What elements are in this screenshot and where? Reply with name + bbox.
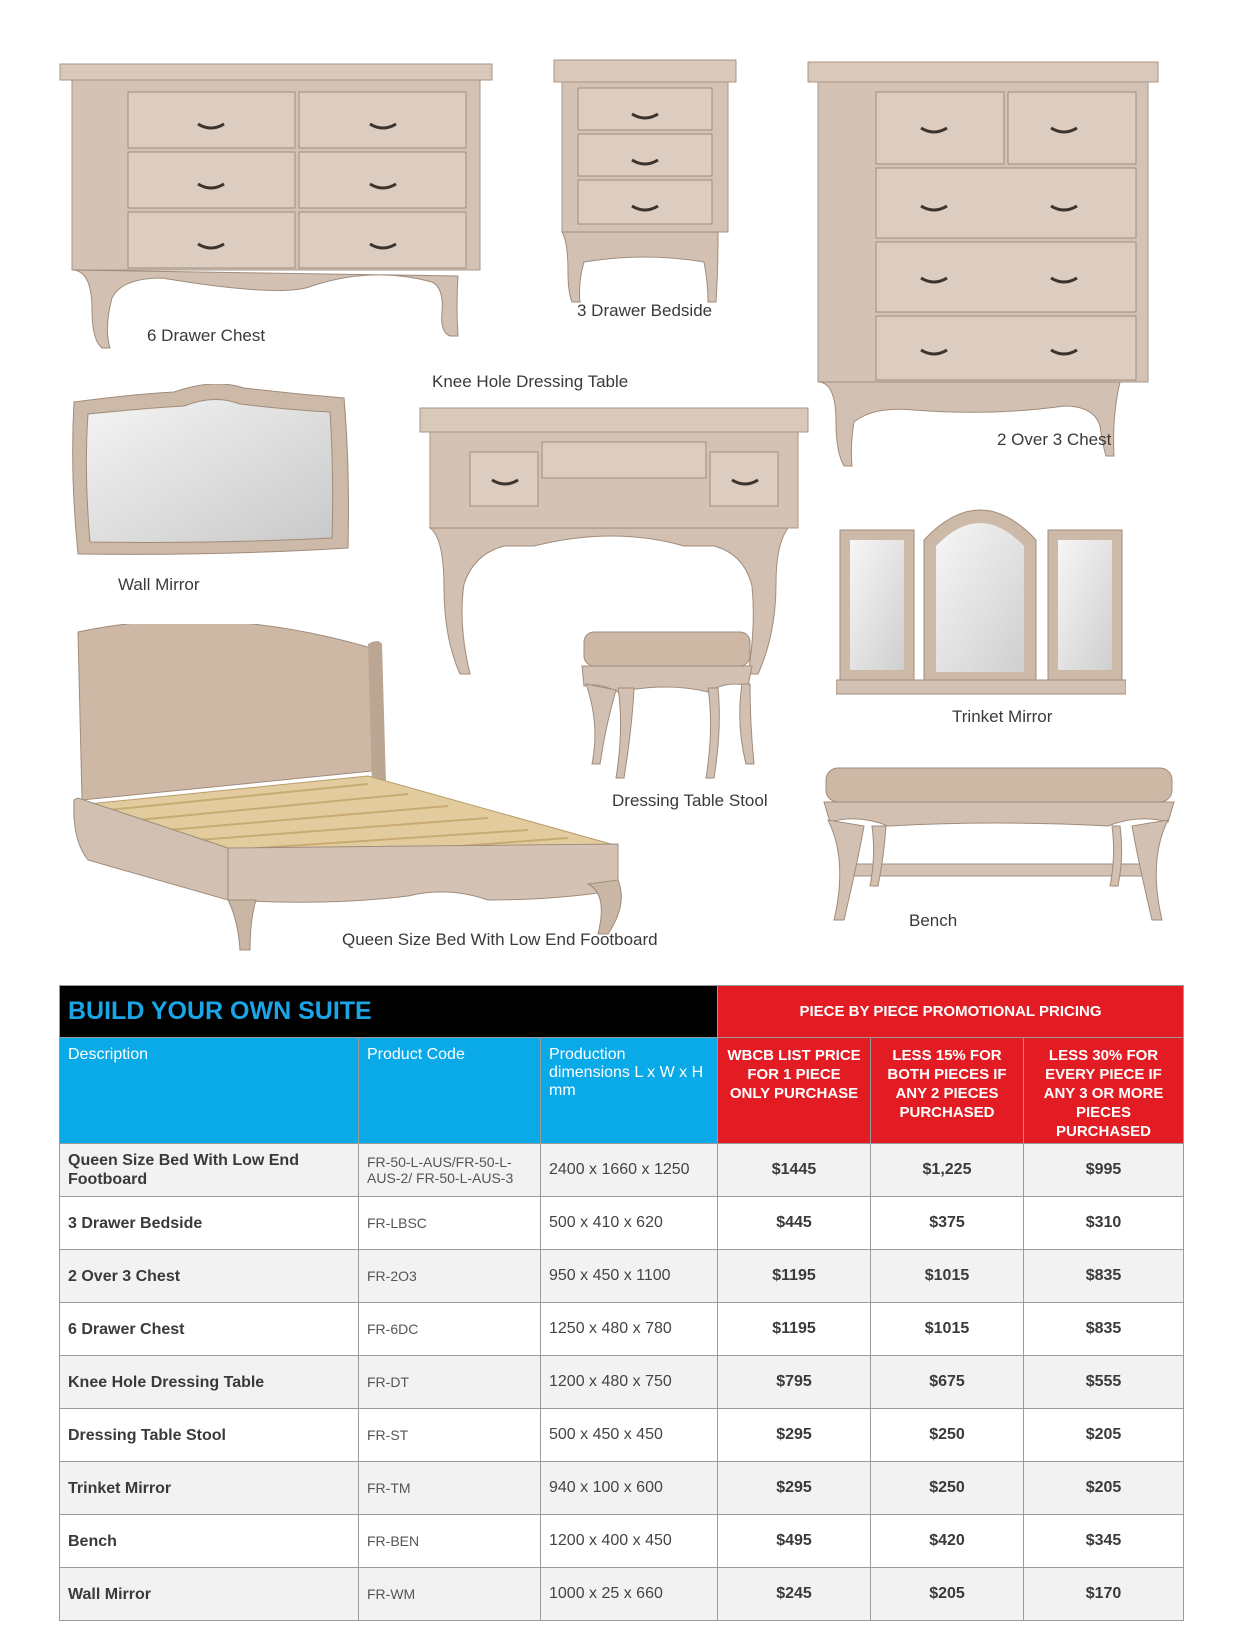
row-product-code: FR-ST: [359, 1409, 541, 1462]
table-row: [60, 1303, 1184, 1356]
wall-mirror-image: [70, 384, 352, 564]
row-dimensions: 500 x 410 x 620: [541, 1197, 718, 1250]
row-description: 3 Drawer Bedside: [60, 1197, 359, 1250]
row-product-code: FR-DT: [359, 1356, 541, 1409]
row-dimensions: 1200 x 400 x 450: [541, 1515, 718, 1568]
trinket-mirror-image: [836, 500, 1126, 696]
row-list-price: $245: [718, 1568, 871, 1621]
row-list-price: $1445: [718, 1144, 871, 1197]
row-dimensions: 2400 x 1660 x 1250: [541, 1144, 718, 1197]
row-less-15-price: $250: [871, 1462, 1024, 1515]
col-dimensions: Production dimensions L x W x H mm: [541, 1038, 718, 1144]
row-description: Bench: [60, 1515, 359, 1568]
col-list-price: WBCB LIST PRICE FOR 1 PIECE ONLY PURCHASE: [718, 1038, 871, 1144]
row-less-30-price: $835: [1024, 1250, 1184, 1303]
row-product-code: FR-BEN: [359, 1515, 541, 1568]
row-product-code: FR-TM: [359, 1462, 541, 1515]
col-product-code: Product Code: [359, 1038, 541, 1144]
table-row: [60, 1197, 1184, 1250]
row-list-price: $445: [718, 1197, 871, 1250]
row-dimensions: 950 x 450 x 1100: [541, 1250, 718, 1303]
two-over-three-chest-image: [806, 60, 1160, 470]
table-row: [60, 1250, 1184, 1303]
row-description: 2 Over 3 Chest: [60, 1250, 359, 1303]
row-list-price: $1195: [718, 1303, 871, 1356]
row-less-15-price: $375: [871, 1197, 1024, 1250]
table-row: [60, 1515, 1184, 1568]
table-row: [60, 1356, 1184, 1409]
caption-dressing-table-stool: Dressing Table Stool: [612, 791, 768, 810]
row-less-30-price: $205: [1024, 1409, 1184, 1462]
row-description: Wall Mirror: [60, 1568, 359, 1621]
caption-trinket-mirror: Trinket Mirror: [952, 707, 1053, 726]
bench-image: [822, 766, 1176, 926]
row-less-15-price: $1015: [871, 1250, 1024, 1303]
row-less-30-price: $345: [1024, 1515, 1184, 1568]
row-less-30-price: $835: [1024, 1303, 1184, 1356]
row-less-15-price: $1,225: [871, 1144, 1024, 1197]
table-row: [60, 1409, 1184, 1462]
row-less-15-price: $675: [871, 1356, 1024, 1409]
row-dimensions: 940 x 100 x 600: [541, 1462, 718, 1515]
row-less-15-price: $205: [871, 1568, 1024, 1621]
caption-knee-hole-dressing-table: Knee Hole Dressing Table: [432, 372, 629, 391]
six-drawer-chest-image: [58, 62, 498, 352]
table-row: [60, 1144, 1184, 1197]
row-description: Queen Size Bed With Low End Footboard: [60, 1144, 359, 1197]
row-product-code: FR-LBSC: [359, 1197, 541, 1250]
suite-title: BUILD YOUR OWN SUITE: [60, 986, 718, 1038]
row-dimensions: 500 x 450 x 450: [541, 1409, 718, 1462]
row-dimensions: 1000 x 25 x 660: [541, 1568, 718, 1621]
row-product-code: FR-6DC: [359, 1303, 541, 1356]
row-less-30-price: $205: [1024, 1462, 1184, 1515]
row-list-price: $295: [718, 1462, 871, 1515]
queen-bed-image: [68, 624, 638, 954]
row-dimensions: 1250 x 480 x 780: [541, 1303, 718, 1356]
row-less-30-price: $310: [1024, 1197, 1184, 1250]
caption-two-over-three-chest: 2 Over 3 Chest: [997, 430, 1112, 449]
row-list-price: $1195: [718, 1250, 871, 1303]
row-description: 6 Drawer Chest: [60, 1303, 359, 1356]
pricing-table: [59, 985, 1184, 1621]
row-product-code: FR-WM: [359, 1568, 541, 1621]
row-list-price: $795: [718, 1356, 871, 1409]
row-product-code: FR-2O3: [359, 1250, 541, 1303]
dressing-table-stool-image: [578, 630, 756, 780]
caption-queen-bed: Queen Size Bed With Low End Footboard: [342, 930, 658, 949]
three-drawer-bedside-image: [552, 58, 738, 304]
row-list-price: $295: [718, 1409, 871, 1462]
col-less-30: LESS 30% FOR EVERY PIECE IF ANY 3 OR MORE PIECES PURCHASED: [1024, 1038, 1184, 1144]
col-less-15: LESS 15% FOR BOTH PIECES IF ANY 2 PIECES PURCHASED: [871, 1038, 1024, 1144]
caption-six-drawer-chest: 6 Drawer Chest: [147, 326, 266, 345]
table-row: [60, 1462, 1184, 1515]
col-description: Description: [60, 1038, 359, 1144]
row-list-price: $495: [718, 1515, 871, 1568]
caption-bench: Bench: [909, 911, 958, 930]
row-less-30-price: $555: [1024, 1356, 1184, 1409]
caption-three-drawer-bedside: 3 Drawer Bedside: [577, 301, 713, 320]
row-less-15-price: $1015: [871, 1303, 1024, 1356]
row-less-30-price: $995: [1024, 1144, 1184, 1197]
row-description: Dressing Table Stool: [60, 1409, 359, 1462]
row-less-30-price: $170: [1024, 1568, 1184, 1621]
caption-wall-mirror: Wall Mirror: [118, 575, 200, 594]
row-dimensions: 1200 x 480 x 750: [541, 1356, 718, 1409]
row-product-code: FR-50-L-AUS/FR-50-L-AUS-2/ FR-50-L-AUS-3: [359, 1144, 541, 1197]
row-description: Knee Hole Dressing Table: [60, 1356, 359, 1409]
table-row: [60, 1568, 1184, 1621]
promo-pricing-header: PIECE BY PIECE PROMOTIONAL PRICING: [718, 986, 1184, 1038]
row-less-15-price: $250: [871, 1409, 1024, 1462]
row-less-15-price: $420: [871, 1515, 1024, 1568]
row-description: Trinket Mirror: [60, 1462, 359, 1515]
